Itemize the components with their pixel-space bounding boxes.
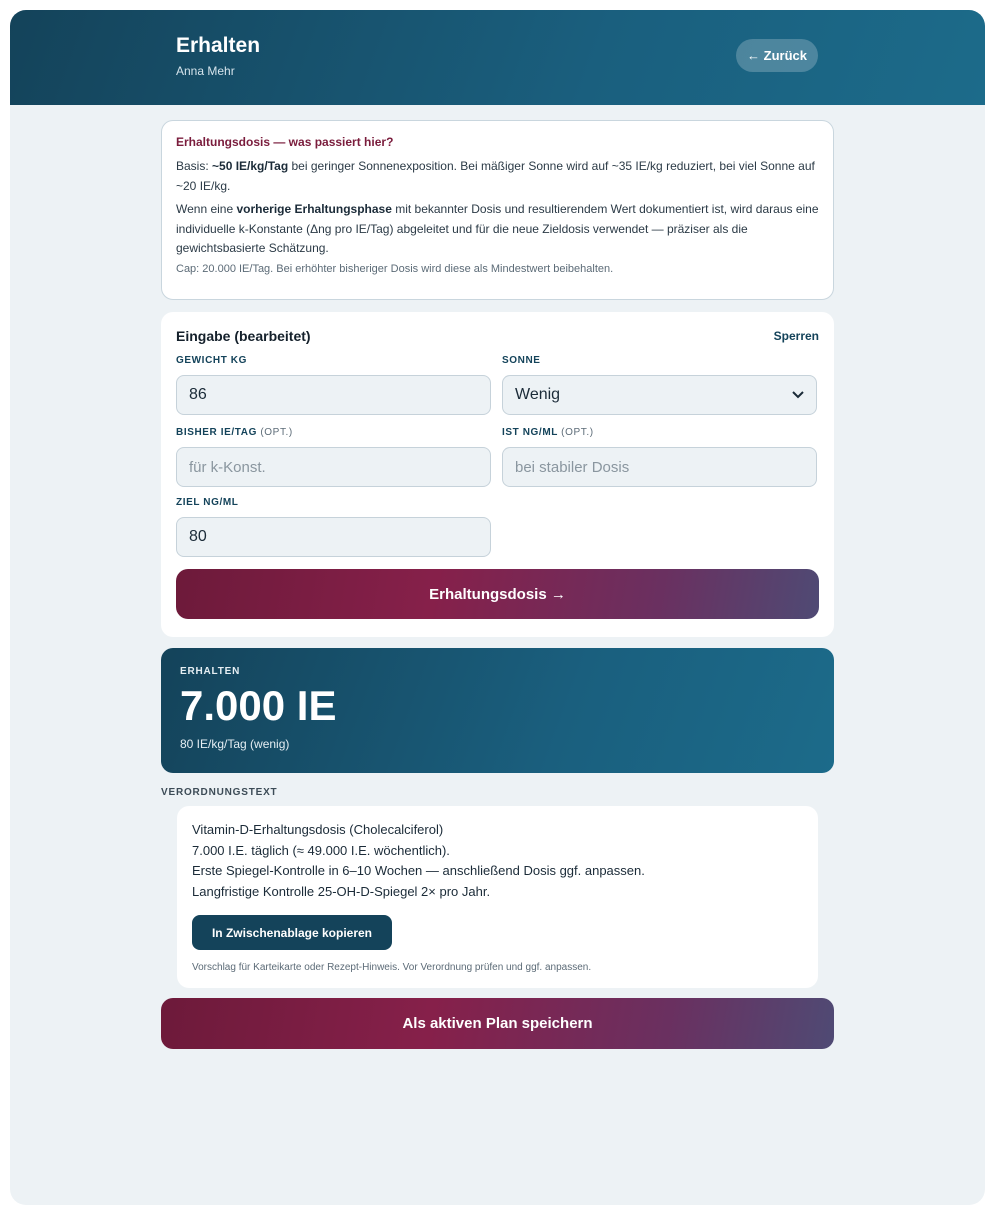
- info-text: Basis:: [176, 159, 213, 173]
- optional-tag: (OPT.): [561, 427, 594, 438]
- calculate-button-label: Erhaltungsdosis →: [429, 585, 566, 603]
- prescription-line: 7.000 I.E. täglich (≈ 49.000 I.E. wöchentlich).: [192, 842, 450, 858]
- input-grid: [176, 355, 819, 557]
- info-emphasis: vorherige Erhaltungsphase: [236, 202, 392, 216]
- previous-dose-label-text: BISHER IE/TAG: [176, 427, 257, 438]
- actual-level-input[interactable]: bei stabiler Dosis: [502, 447, 817, 487]
- input-card-title: Eingabe (bearbeitet): [176, 328, 311, 344]
- result-card: [161, 648, 834, 773]
- prescription-card: [177, 806, 818, 988]
- sun-select-value: Wenig: [515, 386, 561, 403]
- prescription-line: Langfristige Kontrolle 25-OH-D-Spiegel 2× pro Jahr.: [192, 883, 491, 899]
- patient-name: Anna Mehr: [176, 64, 235, 78]
- weight-label: GEWICHT KG: [176, 355, 247, 366]
- info-emphasis: ~50 IE/kg/Tag: [212, 159, 289, 173]
- info-text: mit bekannter Dosis und resultierendem Wert dokumentiert ist, wird daraus eine individuelle k-Konstante (Δng pro IE/Tag) abgeleitet und für die neue Zieldosis verwendet — präziser als die gewichtsbasierte Schätzung.: [176, 202, 819, 255]
- back-button[interactable]: [736, 39, 818, 72]
- copy-button-label: In Zwischenablage kopieren: [211, 925, 373, 940]
- page-title: Erhalten: [176, 34, 261, 57]
- prescription-section-label: VERORDNUNGSTEXT: [161, 787, 278, 798]
- target-field-group: [176, 497, 491, 557]
- previous-dose-field-group: [176, 427, 491, 487]
- app-window: [10, 10, 985, 1205]
- info-card: [161, 120, 834, 300]
- save-button-label: Als aktiven Plan speichern: [402, 1015, 593, 1032]
- prescription-line: Vitamin-D-Erhaltungsdosis (Cholecalciferol): [192, 822, 444, 837]
- info-cap-note: Cap: 20.000 IE/Tag. Bei erhöhter bisheriger Dosis wird diese als Mindestwert beibehalten.: [176, 262, 614, 275]
- actual-level-label: [502, 427, 817, 441]
- previous-dose-label: [176, 427, 491, 441]
- prescription-hint: Vorschlag für Karteikarte oder Rezept-Hinweis. Vor Verordnung prüfen und ggf. anpassen.: [192, 962, 592, 973]
- info-title: Erhaltungsdosis — was passiert hier?: [176, 135, 394, 149]
- info-paragraph-k-constant: [176, 200, 819, 259]
- copy-to-clipboard-button[interactable]: [192, 915, 392, 950]
- actual-level-field-group: [502, 427, 817, 487]
- prescription-line: Erste Spiegel-Kontrolle in 6–10 Wochen — anschließend Dosis ggf. anpassen.: [192, 863, 645, 878]
- previous-dose-input[interactable]: für k-Konst.: [176, 447, 491, 487]
- calculate-maintenance-button[interactable]: [176, 569, 819, 619]
- input-card: [161, 312, 834, 637]
- lock-link[interactable]: Sperren: [773, 329, 819, 343]
- chevron-down-icon: [792, 388, 804, 402]
- back-button-label: ← Zurück: [747, 48, 807, 63]
- target-label: ZIEL NG/ML: [176, 497, 239, 508]
- info-paragraph-basis: [176, 157, 819, 196]
- result-dose-value: 7.000 IE: [180, 682, 337, 729]
- page-header: [10, 10, 985, 105]
- sun-select[interactable]: [502, 375, 817, 415]
- info-text: Wenn eine: [176, 202, 237, 216]
- optional-tag: (OPT.): [260, 427, 293, 438]
- result-detail: 80 IE/kg/Tag (wenig): [180, 737, 290, 751]
- target-input[interactable]: 80: [176, 517, 491, 557]
- result-label: ERHALTEN: [180, 666, 241, 677]
- save-active-plan-button[interactable]: [161, 998, 834, 1049]
- weight-field-group: [176, 355, 491, 415]
- sun-field-group: [502, 355, 817, 415]
- input-card-header: [176, 328, 819, 344]
- info-text: bei geringer Sonnenexposition. Bei mäßiger Sonne wird auf ~35 IE/kg reduziert, bei viel Sonne auf ~20 IE/kg.: [176, 159, 815, 193]
- sun-label: SONNE: [502, 355, 541, 366]
- actual-level-label-text: IST NG/ML: [502, 427, 558, 438]
- weight-input[interactable]: 86: [176, 375, 491, 415]
